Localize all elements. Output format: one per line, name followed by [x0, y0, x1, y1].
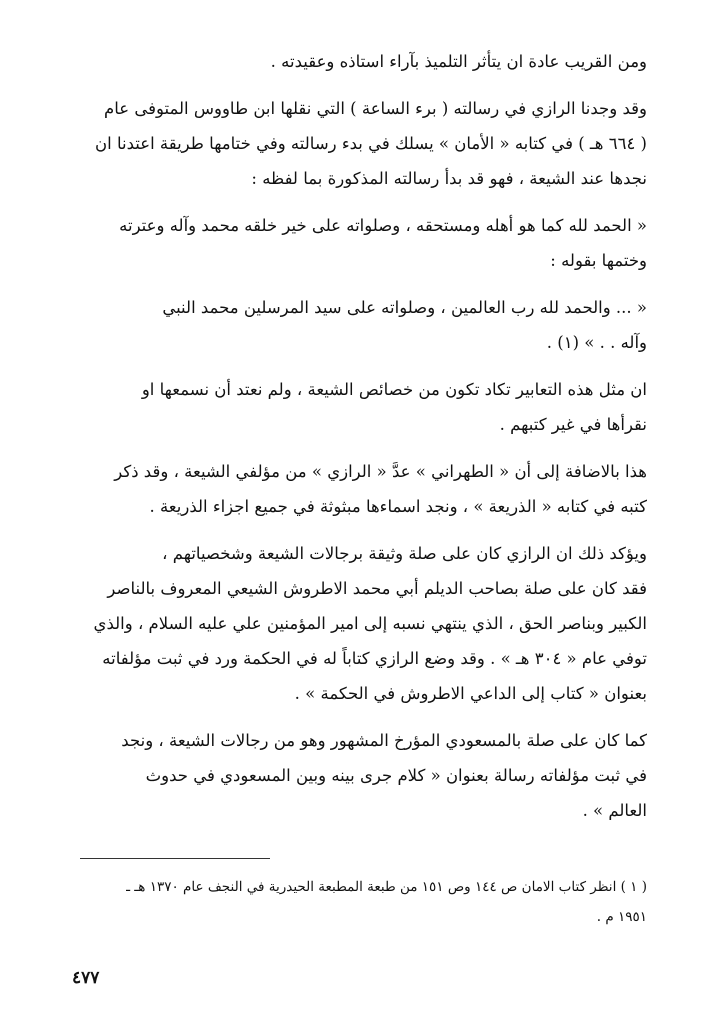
text-line: العالم » . — [582, 801, 647, 820]
text-line: « الحمد لله كما هو أهله ومستحقه ، وصلواته على خير خلقه محمد وآله وعترته — [119, 216, 647, 235]
text-line: فقد كان على صلة بصاحب الديلم أبي محمد الاطروش الشيعي المعروف بالناصر — [107, 579, 647, 598]
text-line: هذا بالاضافة إلى أن « الطهراني » عدَّ « الرازي » من مؤلفي الشيعة ، وقد ذكر — [114, 462, 647, 481]
footnote-line: ١٩٥١ م . — [596, 909, 647, 925]
text-line: نقرأها في غير كتبهم . — [499, 415, 647, 434]
paragraph-6 — [72, 454, 647, 524]
text-line: ( ٦٦٤ هـ ) في كتابه « الأمان » يسلك في بدء رسالته وفي ختامها طريقة اعتدنا ان — [95, 134, 647, 153]
text-line: نجدها عند الشيعة ، فهو قد بدأ رسالته المذكورة بما لفظه : — [251, 169, 647, 188]
paragraph-7 — [72, 536, 647, 711]
page-number: ٤٧٧ — [72, 968, 100, 988]
text-line: كما كان على صلة بالمسعودي المؤرخ المشهور وهو من رجالات الشيعة ، ونجد — [121, 731, 647, 750]
text-line: الكبير وبناصر الحق ، الذي ينتهي نسبه إلى امير المؤمنين علي عليه السلام ، والذي — [93, 614, 647, 633]
text-line: وآله . . » (١) . — [546, 333, 647, 352]
text-line: وقد وجدنا الرازي في رسالته ( برء الساعة ) التي نقلها ابن طاووس المتوفى عام — [103, 99, 647, 118]
footnote-line: ( ١ ) انظر كتاب الامان ص ١٤٤ وص ١٥١ من طبعة المطبعة الحيدرية في النجف عام ١٣٧٠ هـ ـ — [126, 879, 647, 895]
paragraph-4 — [72, 290, 647, 360]
text-line: كتبه في كتابه « الذريعة » ، ونجد اسماءها مبثوثة في جميع اجزاء الذريعة . — [149, 497, 647, 516]
text-line: « ... والحمد لله رب العالمين ، وصلواته على سيد المرسلين محمد النبي — [162, 298, 647, 317]
text-line: توفي عام « ٣٠٤ هـ » . وقد وضع الرازي كتاباً له في الحكمة ورد في ثبت مؤلفاته — [102, 649, 647, 668]
paragraph-8 — [72, 723, 647, 828]
paragraph-1 — [72, 44, 647, 79]
text-line: ويؤكد ذلك ان الرازي كان على صلة وثيقة برجالات الشيعة وشخصياتهم ، — [162, 544, 647, 563]
text-line: ومن القريب عادة ان يتأثر التلميذ بآراء استاذه وعقيدته . — [270, 52, 647, 71]
footnote-separator — [80, 858, 270, 859]
text-line: وختمها بقوله : — [550, 251, 647, 270]
paragraph-5 — [72, 372, 647, 442]
footnote — [72, 872, 647, 932]
paragraph-2 — [72, 91, 647, 196]
text-line: ان مثل هذه التعابير تكاد تكون من خصائص الشيعة ، ولم نعتد أن نسمعها او — [141, 380, 647, 399]
body-text — [72, 44, 647, 828]
text-line: بعنوان « كتاب إلى الداعي الاطروش في الحكمة » . — [294, 684, 647, 703]
paragraph-3 — [72, 208, 647, 278]
text-line: في ثبت مؤلفاته رسالة بعنوان « كلام جرى بينه وبين المسعودي في حدوث — [145, 766, 647, 785]
